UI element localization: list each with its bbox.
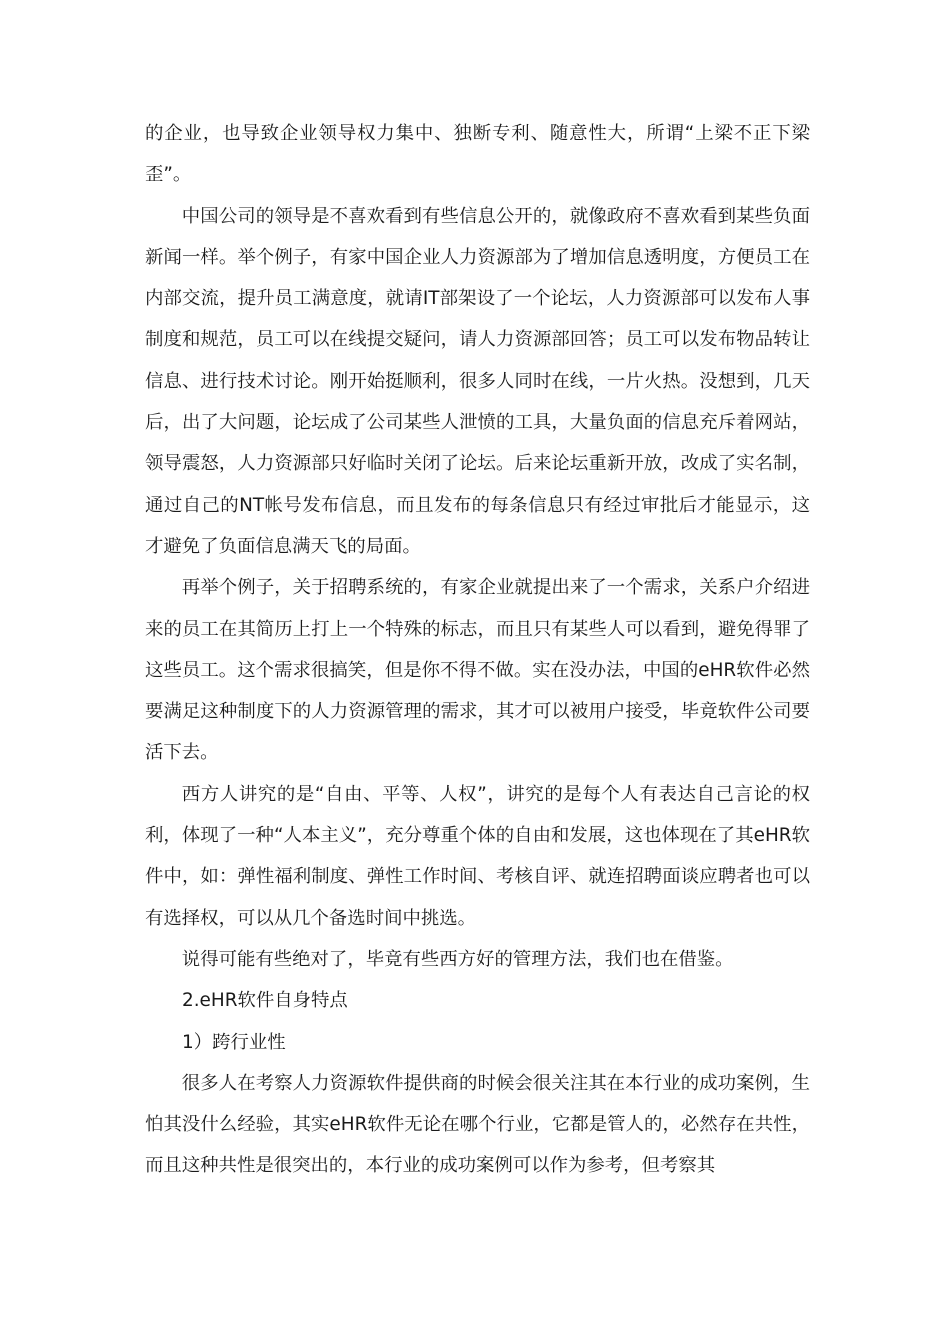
sub-heading: 1）跨行业性 bbox=[182, 1031, 286, 1053]
paragraph-5: 说得可能有些绝对了，毕竟有些西方好的管理方法，我们也在借鉴。 bbox=[181, 948, 734, 970]
paragraph-2: 中国公司的领导是不喜欢看到有些信息公开的，就像政府不喜欢看到某些负面新闻一样。举个例子，有家中国企业人力资源部为了增加信息透明度，方便员工在内部交流，提升员工满意度，就请IT部架设了一个论坛，人力资源部可以发布人事制度和规范，员工可以在线提交疑问，请人力资源部回答；员工可以发布物品转让信息、进行技术讨论。刚开始挺顺利，很多人同时在线，一片火热。没想到，几天后，出了大问题，论坛成了公司某些人泄愤的工具，大量负面的信息充斥着网站，领导震怒，人力资源部只好临时关闭了论坛。后来论坛重新开放，改成了实名制，通过自己的NT帐号发布信息，而且发布的每条信息只有经过审批后才能显示，这才避免了负面信息满天飞的局面。 bbox=[145, 205, 810, 557]
section-heading: 2.eHR软件自身特点 bbox=[182, 990, 348, 1012]
paragraph-1: 的企业，也导致企业领导权力集中、独断专利、随意性大，所谓“上梁不正下梁歪”。 bbox=[145, 123, 810, 186]
paragraph-final: 很多人在考察人力资源软件提供商的时候会很关注其在本行业的成功案例，生怕其没什么经验，其实eHR软件无论在哪个行业，它都是管人的，必然存在共性，而且这种共性是很突出的，本行业的成功案例可以作为参考，但考察其 bbox=[145, 1072, 810, 1177]
paragraph-4: 西方人讲究的是“自由、平等、人权”，讲究的是每个人有表达自己言论的权利，体现了一种“人本主义”，充分尊重个体的自由和发展，这也体现在了其eHR软件中，如：弹性福利制度、弹性工作时间、考核自评、就连招聘面谈应聘者也可以有选择权，可以从几个备选时间中挑选。 bbox=[145, 783, 810, 929]
document-page bbox=[145, 113, 810, 1187]
paragraph-3: 再举个例子，关于招聘系统的，有家企业就提出来了一个需求，关系户介绍进来的员工在其简历上打上一个特殊的标志，而且只有某些人可以看到，避免得罪了这些员工。这个需求很搞笑，但是你不得不做。实在没办法，中国的eHR软件必然要满足这种制度下的人力资源管理的需求，其才可以被用户接受，毕竟软件公司要活下去。 bbox=[145, 577, 810, 764]
